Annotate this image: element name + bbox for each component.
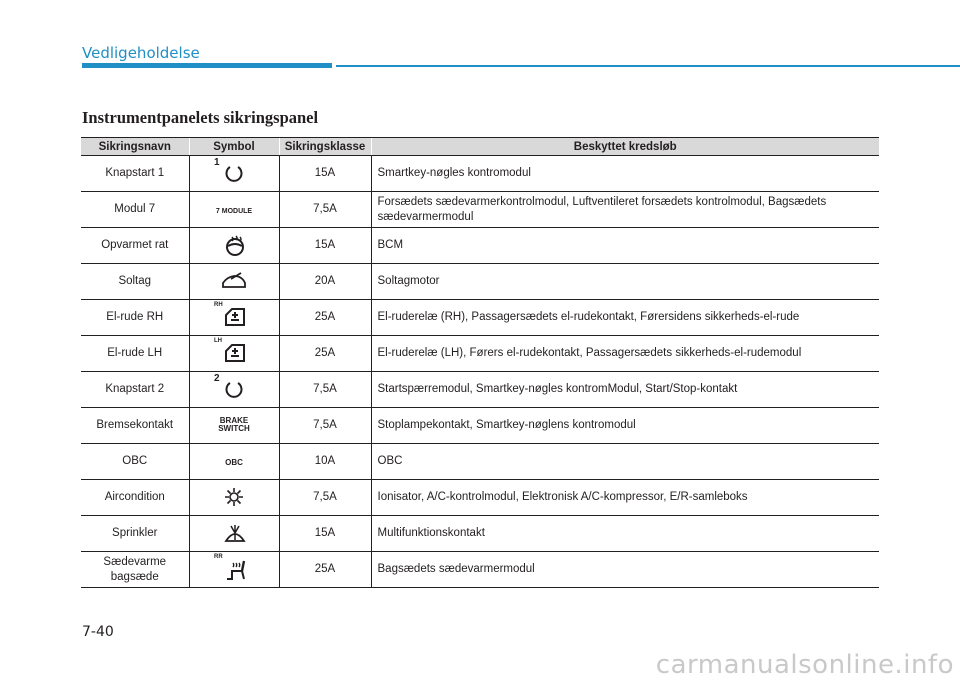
fuse-name: Sprinkler bbox=[81, 516, 189, 552]
page-number: 7-40 bbox=[82, 624, 114, 640]
fuse-rating: 20A bbox=[279, 264, 371, 300]
protected-circuit: OBC bbox=[371, 444, 879, 480]
symbol-label: 1 bbox=[214, 157, 220, 168]
table-row bbox=[81, 192, 879, 228]
air-conditioner-icon bbox=[212, 481, 256, 511]
fuse-rating: 25A bbox=[279, 552, 371, 588]
protected-circuit: Multifunktionskontakt bbox=[371, 516, 879, 552]
fuse-rating: 7,5A bbox=[279, 408, 371, 444]
fuse-name: Aircondition bbox=[81, 480, 189, 516]
fuse-name: Knapstart 2 bbox=[81, 372, 189, 408]
protected-circuit: Ionisator, A/C-kontrolmodul, Elektronisk A/C-kompressor, E/R-samleboks bbox=[371, 480, 879, 516]
symbol-label: RR bbox=[214, 554, 223, 560]
fuse-name: Knapstart 1 bbox=[81, 156, 189, 192]
table-row bbox=[81, 372, 879, 408]
symbol-label: RH bbox=[214, 302, 223, 308]
page-heading: Instrumentpanelets sikringspanel bbox=[82, 108, 319, 127]
protected-circuit: BCM bbox=[371, 228, 879, 264]
obc-icon: OBC bbox=[225, 457, 243, 467]
table-row bbox=[81, 264, 879, 300]
fuse-name: Soltag bbox=[81, 264, 189, 300]
fuse-name: Opvarmet rat bbox=[81, 228, 189, 264]
push-start-2-icon bbox=[212, 373, 256, 403]
fuse-rating: 10A bbox=[279, 444, 371, 480]
header-rule-thick bbox=[82, 63, 332, 68]
column-header: Beskyttet kredsløb bbox=[371, 138, 879, 156]
column-header: Sikringsnavn bbox=[81, 138, 189, 156]
protected-circuit: El-ruderelæ (RH), Passagersædets el-rudekontakt, Førersidens sikkerheds-el-rude bbox=[371, 300, 879, 336]
brake-switch-icon: BRAKE SWITCH bbox=[218, 415, 250, 434]
washer-icon bbox=[212, 517, 256, 547]
fuse-rating: 15A bbox=[279, 516, 371, 552]
fuse-name: Modul 7 bbox=[81, 192, 189, 228]
section-title: Vedligeholdelse bbox=[82, 44, 200, 62]
table-row bbox=[81, 516, 879, 552]
push-start-1-icon bbox=[212, 157, 256, 187]
column-header: Sikringsklasse bbox=[279, 138, 371, 156]
fuse-name: Sædevarme bagsæde bbox=[81, 552, 189, 588]
fuse-rating: 7,5A bbox=[279, 480, 371, 516]
fuse-name: Bremsekontakt bbox=[81, 408, 189, 444]
table-header-row bbox=[81, 138, 879, 156]
protected-circuit: Soltagmotor bbox=[371, 264, 879, 300]
fuse-rating: 7,5A bbox=[279, 372, 371, 408]
heated-steering-wheel-icon bbox=[212, 229, 256, 259]
protected-circuit: Stoplampekontakt, Smartkey-nøglens kontromodul bbox=[371, 408, 879, 444]
power-window-rh-icon bbox=[212, 301, 256, 331]
table-row bbox=[81, 480, 879, 516]
symbol-label: LH bbox=[214, 338, 222, 344]
fuse-rating: 15A bbox=[279, 156, 371, 192]
table-row bbox=[81, 336, 879, 372]
protected-circuit: El-ruderelæ (LH), Førers el-rudekontakt, Passagersædets sikkerheds-el-rudemodul bbox=[371, 336, 879, 372]
fuse-name: El-rude RH bbox=[81, 300, 189, 336]
protected-circuit: Forsædets sædevarmerkontrolmodul, Luftventileret forsædets kontrolmodul, Bagsædets sædevarmermodul bbox=[371, 192, 879, 228]
sunroof-icon bbox=[212, 265, 256, 295]
fuse-name: El-rude LH bbox=[81, 336, 189, 372]
table-row bbox=[81, 228, 879, 264]
rear-seat-heater-icon bbox=[212, 553, 256, 583]
fuse-rating: 25A bbox=[279, 300, 371, 336]
table-row bbox=[81, 444, 879, 480]
power-window-lh-icon bbox=[212, 337, 256, 367]
module-7-icon: 7 MODULE bbox=[215, 207, 253, 215]
table-row bbox=[81, 408, 879, 444]
fuse-rating: 25A bbox=[279, 336, 371, 372]
protected-circuit: Bagsædets sædevarmermodul bbox=[371, 552, 879, 588]
fuse-name: OBC bbox=[81, 444, 189, 480]
protected-circuit: Smartkey-nøgles kontromodul bbox=[371, 156, 879, 192]
watermark: carmanualsonline.info bbox=[655, 650, 954, 680]
header-rule-thin bbox=[336, 65, 960, 67]
protected-circuit: Startspærremodul, Smartkey-nøgles kontromModul, Start/Stop-kontakt bbox=[371, 372, 879, 408]
table-row bbox=[81, 156, 879, 192]
fuse-rating: 15A bbox=[279, 228, 371, 264]
fuse-rating: 7,5A bbox=[279, 192, 371, 228]
fuse-table bbox=[81, 137, 879, 588]
symbol-label: 2 bbox=[214, 373, 220, 384]
table-row bbox=[81, 552, 879, 588]
table-row bbox=[81, 300, 879, 336]
column-header: Symbol bbox=[189, 138, 279, 156]
